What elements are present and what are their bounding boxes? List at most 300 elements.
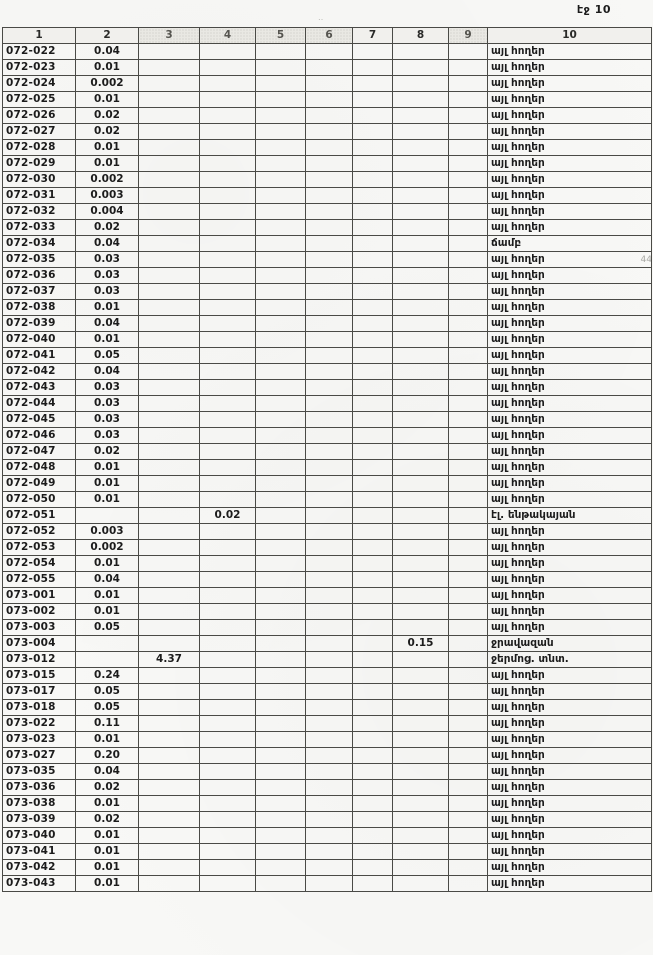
value-cell: [393, 316, 449, 332]
parcel-code: 072-048: [3, 460, 76, 476]
value-cell: [353, 140, 393, 156]
value-cell: [139, 716, 200, 732]
value-cell: 0.20: [76, 748, 139, 764]
value-cell: [306, 412, 353, 428]
value-cell: [393, 348, 449, 364]
value-cell: [200, 652, 256, 668]
value-cell: 0.02: [200, 508, 256, 524]
value-cell: [200, 204, 256, 220]
value-cell: [139, 572, 200, 588]
value-cell: [393, 700, 449, 716]
value-cell: 0.04: [76, 236, 139, 252]
value-cell: [393, 444, 449, 460]
land-use-label: այլ հողեր: [488, 556, 652, 572]
value-cell: [353, 716, 393, 732]
parcel-code: 073-004: [3, 636, 76, 652]
land-use-label: այլ հողեր: [488, 428, 652, 444]
value-cell: [200, 844, 256, 860]
value-cell: [449, 124, 488, 140]
value-cell: [393, 412, 449, 428]
land-use-label: այլ հողեր: [488, 348, 652, 364]
value-cell: [256, 348, 306, 364]
parcel-code: 072-034: [3, 236, 76, 252]
value-cell: [306, 188, 353, 204]
value-cell: [200, 396, 256, 412]
value-cell: [353, 76, 393, 92]
value-cell: [200, 60, 256, 76]
value-cell: [449, 76, 488, 92]
value-cell: [449, 204, 488, 220]
value-cell: [393, 668, 449, 684]
value-cell: [76, 652, 139, 668]
value-cell: [256, 700, 306, 716]
value-cell: [449, 844, 488, 860]
value-cell: [393, 732, 449, 748]
value-cell: [449, 652, 488, 668]
parcel-code: 072-050: [3, 492, 76, 508]
value-cell: 0.002: [76, 540, 139, 556]
table-row: [3, 652, 652, 668]
table-row: [3, 460, 652, 476]
value-cell: [306, 636, 353, 652]
value-cell: [306, 396, 353, 412]
value-cell: 0.003: [76, 524, 139, 540]
land-use-label: այլ հողեր: [488, 572, 652, 588]
land-use-label: այլ հողեր: [488, 588, 652, 604]
value-cell: [353, 348, 393, 364]
parcel-code: 073-040: [3, 828, 76, 844]
value-cell: 0.03: [76, 284, 139, 300]
table-row: [3, 124, 652, 140]
value-cell: 0.01: [76, 556, 139, 572]
table-row: [3, 332, 652, 348]
parcel-code: 072-041: [3, 348, 76, 364]
parcel-code: 073-001: [3, 588, 76, 604]
value-cell: [306, 108, 353, 124]
parcel-code: 072-054: [3, 556, 76, 572]
parcel-code: 073-002: [3, 604, 76, 620]
value-cell: [449, 428, 488, 444]
value-cell: [200, 732, 256, 748]
value-cell: [353, 668, 393, 684]
value-cell: [256, 172, 306, 188]
value-cell: [393, 764, 449, 780]
parcel-code: 072-042: [3, 364, 76, 380]
value-cell: [200, 572, 256, 588]
table-row: [3, 716, 652, 732]
header-row: [3, 28, 652, 44]
land-use-label: այլ հողեր: [488, 108, 652, 124]
land-use-label: ճամբ: [488, 236, 652, 252]
parcel-code: 073-018: [3, 700, 76, 716]
value-cell: 0.02: [76, 444, 139, 460]
value-cell: [393, 652, 449, 668]
value-cell: [393, 860, 449, 876]
value-cell: [353, 300, 393, 316]
table-row: [3, 348, 652, 364]
value-cell: [449, 684, 488, 700]
value-cell: [256, 204, 306, 220]
table-row: [3, 220, 652, 236]
parcel-code: 072-051: [3, 508, 76, 524]
table-row: [3, 44, 652, 60]
land-parcel-table: [2, 27, 652, 892]
value-cell: [200, 236, 256, 252]
land-use-label: այլ հողեր: [488, 700, 652, 716]
value-cell: [393, 604, 449, 620]
value-cell: [200, 700, 256, 716]
value-cell: [449, 220, 488, 236]
value-cell: [353, 444, 393, 460]
value-cell: [200, 492, 256, 508]
land-use-label: այլ հողեր: [488, 332, 652, 348]
value-cell: [393, 796, 449, 812]
value-cell: [256, 684, 306, 700]
value-cell: [449, 108, 488, 124]
land-use-label: այլ հողեր: [488, 284, 652, 300]
value-cell: [256, 140, 306, 156]
value-cell: [306, 796, 353, 812]
parcel-code: 073-038: [3, 796, 76, 812]
value-cell: [200, 796, 256, 812]
value-cell: [139, 156, 200, 172]
table-row: [3, 396, 652, 412]
parcel-code: 072-026: [3, 108, 76, 124]
value-cell: [200, 748, 256, 764]
parcel-code: 072-024: [3, 76, 76, 92]
value-cell: [200, 876, 256, 892]
value-cell: [449, 588, 488, 604]
value-cell: [139, 732, 200, 748]
parcel-code: 072-038: [3, 300, 76, 316]
value-cell: [393, 572, 449, 588]
value-cell: [139, 620, 200, 636]
value-cell: [139, 460, 200, 476]
page-number: էջ 10: [576, 3, 611, 16]
value-cell: [449, 492, 488, 508]
land-use-label: ջերմոց. տնտ.: [488, 652, 652, 668]
value-cell: [449, 508, 488, 524]
land-use-label: այլ հողեր: [488, 812, 652, 828]
value-cell: [353, 812, 393, 828]
value-cell: [306, 92, 353, 108]
table-row: [3, 204, 652, 220]
value-cell: [256, 604, 306, 620]
value-cell: 0.01: [76, 332, 139, 348]
parcel-code: 072-033: [3, 220, 76, 236]
value-cell: [256, 300, 306, 316]
value-cell: [139, 268, 200, 284]
value-cell: [449, 540, 488, 556]
table-row: [3, 620, 652, 636]
value-cell: [306, 748, 353, 764]
value-cell: [139, 300, 200, 316]
value-cell: [256, 380, 306, 396]
value-cell: [139, 524, 200, 540]
value-cell: [449, 572, 488, 588]
land-use-label: այլ հողեր: [488, 172, 652, 188]
value-cell: [449, 700, 488, 716]
value-cell: [306, 652, 353, 668]
value-cell: [353, 860, 393, 876]
land-use-label: այլ հողեր: [488, 412, 652, 428]
table-row: [3, 60, 652, 76]
table-row: [3, 732, 652, 748]
value-cell: [393, 588, 449, 604]
value-cell: [256, 476, 306, 492]
value-cell: 0.01: [76, 476, 139, 492]
value-cell: 0.04: [76, 316, 139, 332]
value-cell: [353, 124, 393, 140]
value-cell: [256, 540, 306, 556]
value-cell: [306, 556, 353, 572]
margin-note: 44: [640, 255, 652, 265]
table-row: [3, 236, 652, 252]
land-use-label: այլ հողեր: [488, 844, 652, 860]
value-cell: [353, 732, 393, 748]
value-cell: [393, 684, 449, 700]
value-cell: [393, 780, 449, 796]
land-use-label: այլ հողեր: [488, 876, 652, 892]
value-cell: [306, 316, 353, 332]
value-cell: [256, 364, 306, 380]
value-cell: [256, 732, 306, 748]
value-cell: [393, 476, 449, 492]
value-cell: [353, 380, 393, 396]
value-cell: [306, 860, 353, 876]
value-cell: [139, 92, 200, 108]
value-cell: [393, 60, 449, 76]
value-cell: [139, 796, 200, 812]
table-row: [3, 876, 652, 892]
column-header: 7: [353, 28, 393, 44]
land-use-label: այլ հողեր: [488, 860, 652, 876]
scan-smudge: ‥: [318, 13, 324, 22]
value-cell: 0.04: [76, 44, 139, 60]
table-row: [3, 268, 652, 284]
value-cell: 0.01: [76, 300, 139, 316]
value-cell: [139, 396, 200, 412]
value-cell: [256, 524, 306, 540]
value-cell: [139, 556, 200, 572]
value-cell: [256, 252, 306, 268]
value-cell: [76, 636, 139, 652]
value-cell: [449, 92, 488, 108]
value-cell: [306, 380, 353, 396]
value-cell: [139, 236, 200, 252]
table-row: [3, 636, 652, 652]
value-cell: [393, 748, 449, 764]
value-cell: [449, 876, 488, 892]
value-cell: [393, 844, 449, 860]
value-cell: [139, 540, 200, 556]
table-row: [3, 508, 652, 524]
land-use-label: այլ հողեր: [488, 492, 652, 508]
table-row: [3, 572, 652, 588]
value-cell: 0.01: [76, 60, 139, 76]
value-cell: [353, 60, 393, 76]
value-cell: [256, 572, 306, 588]
value-cell: [353, 844, 393, 860]
parcel-code: 073-039: [3, 812, 76, 828]
value-cell: [200, 300, 256, 316]
value-cell: [449, 860, 488, 876]
land-use-label: այլ հողեր: [488, 60, 652, 76]
land-use-label: այլ հողեր: [488, 204, 652, 220]
parcel-code: 073-022: [3, 716, 76, 732]
parcel-code: 072-022: [3, 44, 76, 60]
value-cell: [139, 252, 200, 268]
value-cell: [306, 332, 353, 348]
value-cell: [256, 668, 306, 684]
value-cell: 0.01: [76, 156, 139, 172]
table-row: [3, 588, 652, 604]
value-cell: [139, 700, 200, 716]
parcel-code: 072-025: [3, 92, 76, 108]
value-cell: [449, 172, 488, 188]
table-row: [3, 844, 652, 860]
value-cell: 0.05: [76, 684, 139, 700]
value-cell: [449, 396, 488, 412]
table-row: [3, 604, 652, 620]
value-cell: [139, 828, 200, 844]
value-cell: [353, 620, 393, 636]
value-cell: [256, 156, 306, 172]
value-cell: [256, 844, 306, 860]
value-cell: [256, 188, 306, 204]
land-use-label: այլ հողեր: [488, 380, 652, 396]
table-row: [3, 188, 652, 204]
value-cell: [353, 652, 393, 668]
value-cell: [200, 684, 256, 700]
value-cell: [256, 588, 306, 604]
value-cell: [256, 76, 306, 92]
value-cell: [139, 780, 200, 796]
value-cell: [353, 332, 393, 348]
value-cell: [256, 44, 306, 60]
value-cell: [306, 828, 353, 844]
table-row: [3, 828, 652, 844]
value-cell: [306, 700, 353, 716]
value-cell: [256, 236, 306, 252]
value-cell: 0.02: [76, 124, 139, 140]
land-use-label: այլ հողեր: [488, 684, 652, 700]
value-cell: [353, 476, 393, 492]
value-cell: [306, 60, 353, 76]
value-cell: [449, 796, 488, 812]
value-cell: [353, 604, 393, 620]
value-cell: [256, 220, 306, 236]
table-row: [3, 556, 652, 572]
value-cell: [139, 140, 200, 156]
land-use-label: այլ հողեր: [488, 156, 652, 172]
value-cell: [306, 156, 353, 172]
land-use-label: այլ հողեր: [488, 316, 652, 332]
value-cell: [139, 684, 200, 700]
value-cell: [306, 540, 353, 556]
value-cell: [353, 508, 393, 524]
value-cell: 0.03: [76, 252, 139, 268]
parcel-code: 073-042: [3, 860, 76, 876]
land-use-label: այլ հողեր: [488, 476, 652, 492]
value-cell: [449, 252, 488, 268]
parcel-code: 073-036: [3, 780, 76, 796]
parcel-code: 072-044: [3, 396, 76, 412]
value-cell: [449, 524, 488, 540]
value-cell: [256, 332, 306, 348]
value-cell: [256, 620, 306, 636]
land-use-label: այլ հողեր: [488, 92, 652, 108]
value-cell: [306, 300, 353, 316]
value-cell: [306, 588, 353, 604]
value-cell: [139, 764, 200, 780]
table-row: [3, 476, 652, 492]
value-cell: [200, 668, 256, 684]
parcel-code: 072-031: [3, 188, 76, 204]
value-cell: [306, 780, 353, 796]
value-cell: [200, 716, 256, 732]
value-cell: [139, 876, 200, 892]
value-cell: [449, 476, 488, 492]
table-row: [3, 668, 652, 684]
land-use-label: այլ հողեր: [488, 220, 652, 236]
value-cell: [139, 172, 200, 188]
value-cell: [393, 876, 449, 892]
value-cell: 0.004: [76, 204, 139, 220]
value-cell: 0.01: [76, 604, 139, 620]
value-cell: [200, 780, 256, 796]
land-use-label: այլ հողեր: [488, 460, 652, 476]
value-cell: [256, 780, 306, 796]
value-cell: [393, 492, 449, 508]
value-cell: [306, 876, 353, 892]
table-row: [3, 764, 652, 780]
value-cell: [449, 268, 488, 284]
land-use-label: այլ հողեր: [488, 76, 652, 92]
value-cell: [139, 44, 200, 60]
value-cell: [393, 108, 449, 124]
value-cell: 0.01: [76, 140, 139, 156]
table-row: [3, 108, 652, 124]
value-cell: [449, 316, 488, 332]
value-cell: [393, 428, 449, 444]
value-cell: [393, 396, 449, 412]
value-cell: [353, 92, 393, 108]
table-row: [3, 860, 652, 876]
value-cell: [353, 204, 393, 220]
value-cell: [449, 460, 488, 476]
value-cell: [256, 492, 306, 508]
parcel-code: 072-023: [3, 60, 76, 76]
value-cell: [256, 124, 306, 140]
value-cell: [449, 332, 488, 348]
value-cell: [200, 188, 256, 204]
value-cell: [449, 188, 488, 204]
parcel-code: 072-037: [3, 284, 76, 300]
value-cell: [306, 428, 353, 444]
value-cell: [306, 444, 353, 460]
value-cell: [449, 620, 488, 636]
value-cell: [139, 812, 200, 828]
value-cell: [306, 604, 353, 620]
value-cell: [393, 268, 449, 284]
value-cell: [139, 220, 200, 236]
value-cell: 0.003: [76, 188, 139, 204]
value-cell: [353, 316, 393, 332]
value-cell: [200, 588, 256, 604]
parcel-code: 072-035: [3, 252, 76, 268]
table-row: [3, 444, 652, 460]
